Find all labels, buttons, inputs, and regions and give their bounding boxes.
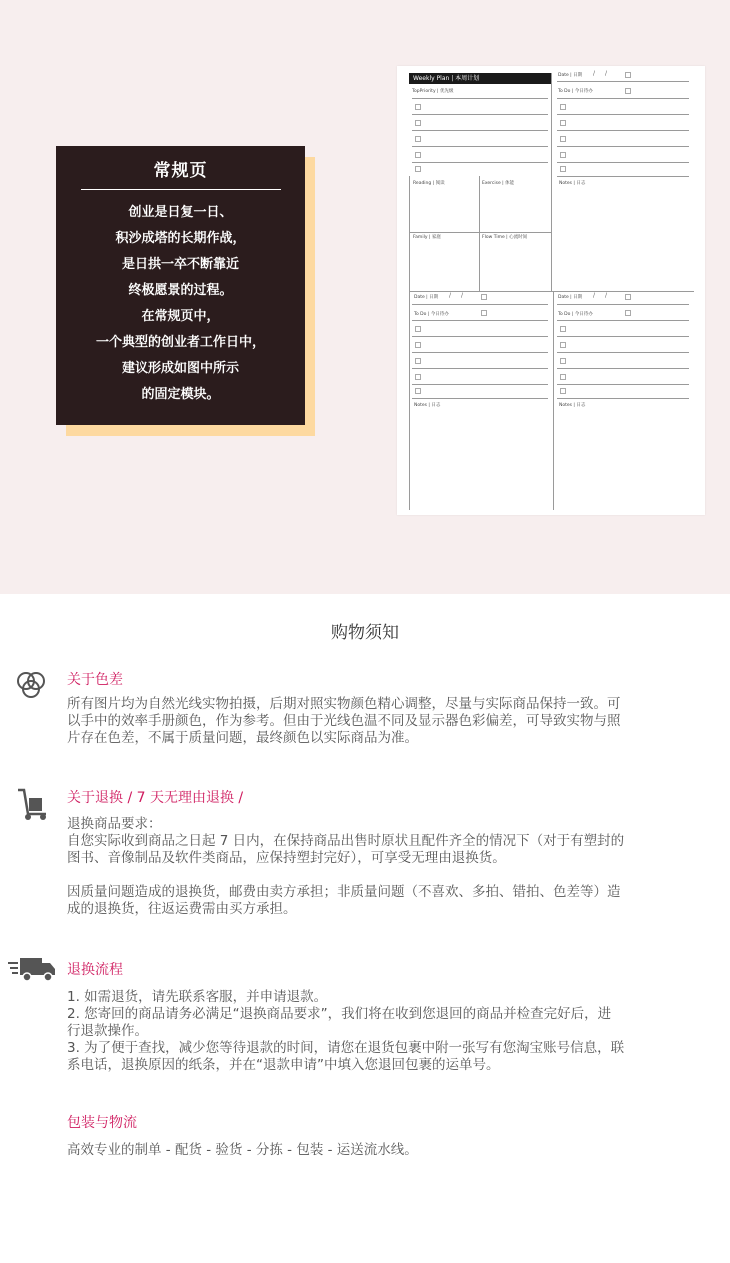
ruled-line: [557, 98, 689, 99]
checkbox: [560, 374, 566, 380]
checkbox: [560, 136, 566, 142]
card-line: 的固定模块。: [141, 387, 220, 402]
ruled-line: [412, 320, 548, 321]
checkbox: [415, 342, 421, 348]
notes-label: Notes | 日志: [559, 403, 586, 408]
section-line: 所有图片均为自然光线实物拍摄，后期对照实物颜色精心调整，尽量与实际商品保持一致。可: [67, 696, 621, 712]
checkbox: [415, 374, 421, 380]
checkbox: [415, 358, 421, 364]
date-slash: /: [449, 292, 452, 299]
ruled-line: [412, 146, 548, 147]
ruled-line: [557, 81, 689, 82]
card-line: 终极愿景的过程。: [128, 283, 233, 298]
hand-truck-icon: [14, 786, 50, 822]
section-line: 自您实际收到商品之日起 7 日内，在保持商品出售时原状且配件齐全的情况下（对于有塑封的: [67, 833, 625, 849]
reading-label: Reading | 阅读: [413, 181, 445, 186]
date-label: Date | 日期: [558, 73, 583, 78]
color-circles-icon: [14, 668, 48, 702]
checkbox: [415, 136, 421, 142]
section-body: [67, 1142, 722, 1159]
ruled-line: [412, 368, 548, 369]
checkbox: [625, 294, 631, 300]
card-line: 一个典型的创业者工作日中，: [95, 335, 265, 350]
ruled-line: [557, 176, 689, 177]
section-line: [67, 867, 722, 884]
ruled-line: [412, 352, 548, 353]
section-line: 行退款操作。: [67, 1023, 148, 1039]
ruled-line: [557, 398, 689, 399]
checkbox: [560, 358, 566, 364]
section-line: 2. 您寄回的商品请务必满足“退换商品要求”，我们将在收到您退回的商品并检查完好后，进: [67, 1006, 612, 1022]
date-label: Date | 日期: [414, 295, 439, 300]
card-line: 是日拱一卒不断靠近: [121, 257, 239, 272]
card-body: [56, 200, 305, 408]
card-divider: [81, 189, 281, 190]
feature-card: [56, 146, 305, 425]
section-line: 1. 如需退货，请先联系客服，并申请退款。: [67, 989, 328, 1005]
checkbox: [560, 342, 566, 348]
checkbox: [560, 152, 566, 158]
checkbox: [560, 120, 566, 126]
date-slash: /: [605, 70, 608, 77]
flow-time-label: Flow Time | 心流时间: [482, 235, 528, 240]
checkbox: [415, 120, 421, 126]
ruled-line: [557, 352, 689, 353]
sheet-header: Weekly Plan | 本周计划: [409, 73, 551, 84]
checkbox: [415, 166, 421, 172]
section-title: 关于退换 / 7 天无理由退换 /: [67, 790, 244, 806]
exercise-label: Exercise | 体能: [482, 181, 515, 186]
section-line: 因质量问题造成的退换货，邮费由卖方承担；非质量问题（不喜欢、多拍、错拍、色差等）造: [67, 884, 621, 900]
ruled-line: [412, 162, 548, 163]
todo-label: To Do | 今日待办: [558, 312, 593, 317]
ruled-line: [412, 336, 548, 337]
card-line: 创业是日复一日、: [128, 205, 233, 220]
ruled-line: [557, 304, 689, 305]
ruled-line: [557, 130, 689, 131]
sheet-divider: [479, 176, 480, 291]
ruled-line: [412, 384, 548, 385]
card-title: 常规页: [153, 161, 208, 181]
section-title: 关于色差: [67, 672, 123, 688]
sheet-divider: [409, 176, 410, 291]
section-title: 退换流程: [67, 962, 123, 978]
sheet-divider: [551, 73, 552, 291]
ruled-line: [557, 368, 689, 369]
notes-label: Notes | 日志: [559, 181, 586, 186]
weekly-plan-sheet: [397, 66, 705, 515]
card-line: 建议形成如图中所示: [121, 361, 239, 376]
section-line: 系电话，退换原因的纸条，并在“退款申请”中填入您退回包裹的运单号。: [67, 1057, 500, 1073]
checkbox: [415, 152, 421, 158]
checkbox: [560, 326, 566, 332]
card-line: 在常规页中，: [141, 309, 220, 324]
delivery-truck-icon: [8, 955, 56, 983]
ruled-line: [557, 336, 689, 337]
date-slash: /: [461, 292, 464, 299]
ruled-line: [557, 162, 689, 163]
section-line: 高效专业的制单 - 配货 - 验货 - 分拣 - 包装 - 运送流水线。: [67, 1142, 418, 1158]
section-body: [67, 696, 722, 747]
family-label: Family | 家庭: [413, 235, 441, 240]
section-line: 退换商品要求：: [67, 816, 162, 832]
sheet-divider: [409, 291, 694, 292]
section-line: 图书、音像制品及软件类商品，应保持塑封完好），可享受无理由退换货。: [67, 850, 506, 866]
checkbox: [481, 294, 487, 300]
ruled-line: [412, 130, 548, 131]
ruled-line: [557, 114, 689, 115]
sheet-divider: [409, 291, 410, 510]
checkbox: [625, 88, 631, 94]
ruled-line: [557, 384, 689, 385]
section-line: 成的退换货，往返运费需由买方承担。: [67, 901, 297, 917]
ruled-line: [557, 320, 689, 321]
checkbox: [560, 104, 566, 110]
notes-label: Notes | 日志: [414, 403, 441, 408]
ruled-line: [412, 114, 548, 115]
date-slash: /: [593, 292, 596, 299]
top-priority-label: TopPriority | 优先级: [412, 89, 454, 94]
section-line: 片存在色差，不属于质量问题，最终颜色以实际商品为准。: [67, 730, 418, 746]
section-title: 包装与物流: [67, 1115, 137, 1131]
section-line: 3. 为了便于查找，减少您等待退款的时间，请您在退货包裹中附一张写有您淘宝账号信息，联: [67, 1040, 625, 1056]
notice-title: 购物须知: [331, 623, 399, 643]
date-slash: /: [605, 292, 608, 299]
checkbox: [560, 166, 566, 172]
section-body: [67, 989, 722, 1074]
date-slash: /: [593, 70, 596, 77]
checkbox: [415, 104, 421, 110]
checkbox: [415, 326, 421, 332]
ruled-line: [412, 98, 548, 99]
checkbox: [481, 310, 487, 316]
ruled-line: [412, 398, 548, 399]
ruled-line: [557, 146, 689, 147]
checkbox: [560, 388, 566, 394]
todo-label: To Do | 今日待办: [414, 312, 449, 317]
todo-label: To Do | 今日待办: [558, 89, 593, 94]
date-label: Date | 日期: [558, 295, 583, 300]
checkbox: [625, 72, 631, 78]
checkbox: [415, 388, 421, 394]
section-body: [67, 816, 722, 918]
section-line: 以手中的效率手册颜色，作为参考。但由于光线色温不同及显示器色彩偏差，可导致实物与照: [67, 713, 621, 729]
checkbox: [625, 310, 631, 316]
sheet-divider: [409, 232, 551, 233]
ruled-line: [412, 304, 548, 305]
card-line: 积沙成塔的长期作战，: [115, 231, 246, 246]
sheet-divider: [553, 291, 554, 510]
